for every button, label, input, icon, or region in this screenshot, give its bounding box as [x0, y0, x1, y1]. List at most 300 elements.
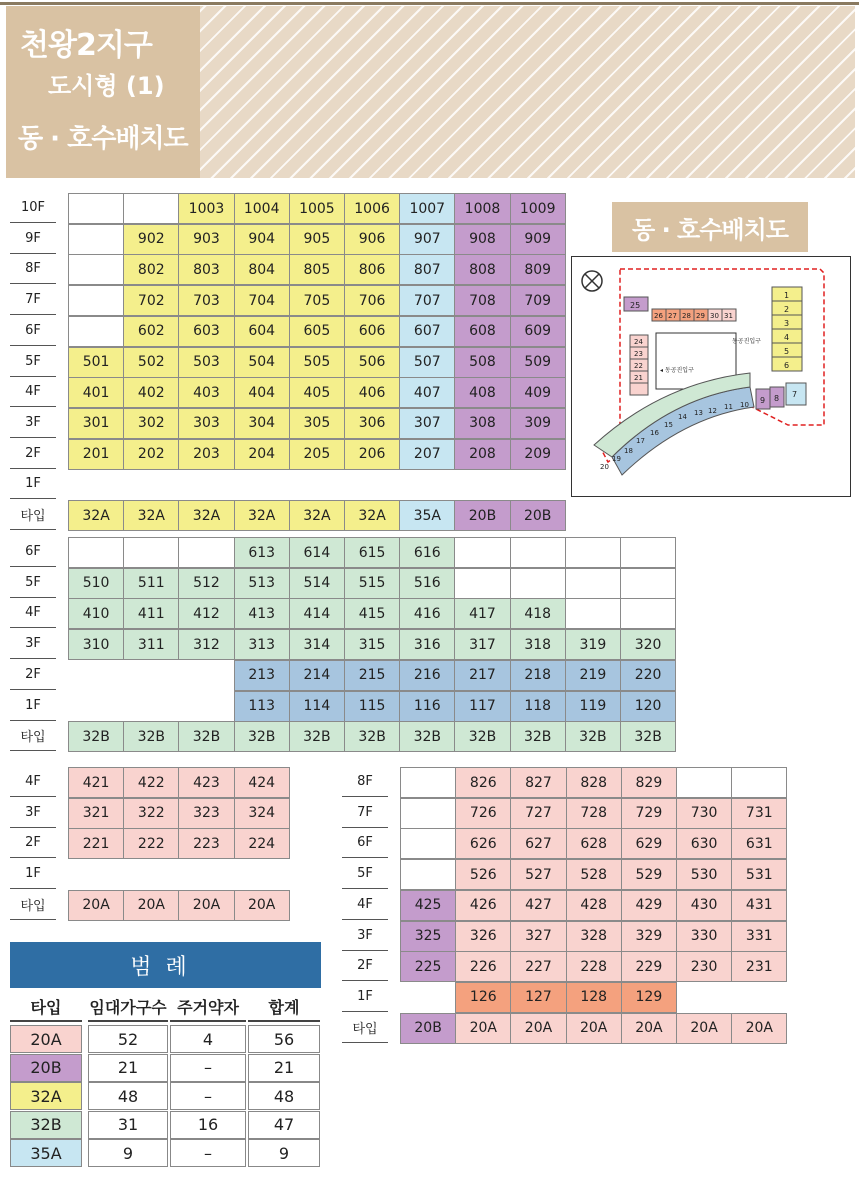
svg-text:12: 12	[708, 407, 717, 415]
type-cell: 32B	[399, 721, 455, 752]
floor-label: 7F	[10, 285, 56, 315]
unit-cell: 204	[234, 439, 290, 470]
unit-cell: 213	[234, 660, 290, 691]
unit-cell: 631	[731, 828, 787, 859]
floor-label: 10F	[10, 193, 56, 223]
unit-cell: 616	[399, 537, 455, 568]
unit-cell	[676, 767, 732, 798]
unit-cell: 322	[123, 798, 179, 829]
floor-label: 1F	[10, 469, 56, 499]
unit-cell: 207	[399, 439, 455, 470]
unit-cell: 407	[399, 377, 455, 408]
unit-cell: 702	[123, 285, 179, 316]
unit-cell: 603	[178, 316, 234, 347]
type-cell: 20B	[510, 500, 566, 531]
legend-value: 56	[248, 1025, 320, 1053]
unit-cell: 119	[565, 691, 621, 722]
unit-cell: 426	[455, 890, 511, 921]
unit-cell: 608	[454, 316, 510, 347]
unit-cell: 216	[399, 660, 455, 691]
unit-cell: 209	[510, 439, 566, 470]
page-subtitle: 도시형 (1)	[48, 72, 165, 100]
svg-text:25: 25	[630, 301, 641, 310]
unit-cell: 401	[68, 377, 124, 408]
unit-cell	[400, 798, 456, 829]
floor-label: 1F	[10, 691, 56, 721]
svg-text:16: 16	[650, 429, 659, 437]
unit-cell: 314	[289, 629, 345, 660]
svg-text:6: 6	[784, 361, 790, 370]
svg-text:15: 15	[664, 421, 673, 429]
floor-label: 3F	[10, 408, 56, 438]
floor-label: 5F	[342, 859, 388, 889]
unit-cell: 310	[68, 629, 124, 660]
svg-text:23: 23	[634, 350, 643, 358]
unit-cell: 613	[234, 537, 290, 568]
type-cell: 32B	[620, 721, 676, 752]
legend-title: 범례	[10, 942, 321, 988]
unit-cell: 206	[344, 439, 400, 470]
unit-cell: 503	[178, 347, 234, 378]
unit-cell: 215	[344, 660, 400, 691]
unit-cell: 227	[510, 951, 566, 982]
unit-cell: 326	[455, 921, 511, 952]
svg-text:8: 8	[774, 394, 780, 403]
site-plan-drawing	[572, 257, 850, 496]
legend-value: –	[170, 1082, 246, 1110]
unit-cell: 311	[123, 629, 179, 660]
floor-label: 8F	[10, 254, 56, 284]
type-cell: 32A	[289, 500, 345, 531]
unit-cell: 221	[68, 828, 124, 859]
unit-cell	[68, 316, 124, 347]
legend-value: 4	[170, 1025, 246, 1053]
unit-cell: 214	[289, 660, 345, 691]
unit-cell	[565, 568, 621, 599]
unit-cell: 405	[289, 377, 345, 408]
unit-cell: 323	[178, 798, 234, 829]
type-cell: 32A	[123, 500, 179, 531]
unit-cell: 230	[676, 951, 732, 982]
unit-cell: 117	[454, 691, 510, 722]
unit-cell: 729	[621, 798, 677, 829]
svg-text:20: 20	[600, 463, 609, 471]
legend-value: 21	[88, 1054, 168, 1082]
unit-cell: 526	[455, 859, 511, 890]
unit-cell: 231	[731, 951, 787, 982]
unit-cell: 626	[455, 828, 511, 859]
legend-value: 48	[248, 1082, 320, 1110]
type-cell: 32B	[565, 721, 621, 752]
type-cell: 32B	[178, 721, 234, 752]
unit-cell: 304	[234, 408, 290, 439]
unit-cell	[68, 537, 124, 568]
svg-text:30: 30	[710, 312, 719, 320]
unit-cell: 402	[123, 377, 179, 408]
svg-text:17: 17	[636, 437, 645, 445]
floor-label: 2F	[10, 828, 56, 858]
unit-cell: 404	[234, 377, 290, 408]
unit-cell: 418	[510, 598, 566, 629]
unit-cell: 1006	[344, 193, 400, 224]
unit-cell: 202	[123, 439, 179, 470]
floor-label: 4F	[10, 377, 56, 407]
unit-cell: 614	[289, 537, 345, 568]
unit-cell	[454, 537, 510, 568]
unit-cell: 114	[289, 691, 345, 722]
legend-value: 47	[248, 1111, 320, 1139]
unit-cell: 220	[620, 660, 676, 691]
unit-cell	[123, 193, 179, 224]
unit-cell	[400, 859, 456, 890]
svg-text:5: 5	[784, 347, 790, 356]
floor-label: 6F	[10, 316, 56, 346]
floor-label: 5F	[10, 568, 56, 598]
unit-cell: 303	[178, 408, 234, 439]
unit-cell: 807	[399, 254, 455, 285]
svg-text:26: 26	[654, 312, 663, 320]
floor-label: 6F	[342, 828, 388, 858]
unit-cell: 422	[123, 767, 179, 798]
floor-label: 4F	[342, 890, 388, 920]
unit-cell: 628	[566, 828, 622, 859]
unit-cell: 408	[454, 377, 510, 408]
unit-cell: 226	[455, 951, 511, 982]
unit-cell: 904	[234, 224, 290, 255]
unit-cell: 423	[178, 767, 234, 798]
legend-value: 48	[88, 1082, 168, 1110]
unit-cell: 528	[566, 859, 622, 890]
unit-cell: 424	[234, 767, 290, 798]
unit-cell	[68, 224, 124, 255]
unit-cell: 208	[454, 439, 510, 470]
legend-type: 20A	[10, 1025, 82, 1053]
unit-cell: 731	[731, 798, 787, 829]
floor-label: 2F	[342, 951, 388, 981]
unit-cell: 530	[676, 859, 732, 890]
top-rule	[0, 2, 859, 5]
svg-text:4: 4	[784, 333, 790, 342]
legend-type: 32B	[10, 1111, 82, 1139]
unit-cell: 328	[566, 921, 622, 952]
unit-cell: 515	[344, 568, 400, 599]
unit-cell	[510, 568, 566, 599]
legend-header: 주거약자	[170, 992, 246, 1022]
svg-text:◂ 동공진입구: ◂ 동공진입구	[660, 367, 694, 374]
unit-cell: 116	[399, 691, 455, 722]
unit-cell: 415	[344, 598, 400, 629]
unit-cell	[620, 598, 676, 629]
unit-cell: 606	[344, 316, 400, 347]
legend-value: 52	[88, 1025, 168, 1053]
unit-cell: 827	[510, 767, 566, 798]
unit-cell	[510, 537, 566, 568]
unit-cell	[178, 537, 234, 568]
unit-cell: 115	[344, 691, 400, 722]
svg-text:21: 21	[634, 374, 643, 382]
unit-cell: 826	[455, 767, 511, 798]
unit-cell: 308	[454, 408, 510, 439]
unit-cell: 908	[454, 224, 510, 255]
type-cell: 32A	[178, 500, 234, 531]
floor-label: 타입	[10, 721, 56, 751]
unit-cell	[400, 828, 456, 859]
unit-cell: 1009	[510, 193, 566, 224]
floor-label: 6F	[10, 537, 56, 567]
svg-text:2: 2	[784, 305, 790, 314]
unit-cell: 709	[510, 285, 566, 316]
unit-cell	[454, 568, 510, 599]
floor-label: 2F	[10, 660, 56, 690]
type-cell: 20A	[178, 890, 234, 921]
unit-cell: 504	[234, 347, 290, 378]
legend-header: 타입	[10, 992, 82, 1022]
unit-cell: 808	[454, 254, 510, 285]
unit-cell	[620, 537, 676, 568]
type-cell: 20B	[454, 500, 510, 531]
unit-cell: 413	[234, 598, 290, 629]
section-title: 동 · 호수배치도	[18, 124, 188, 154]
unit-cell	[565, 598, 621, 629]
unit-cell: 225	[400, 951, 456, 982]
unit-cell: 607	[399, 316, 455, 347]
unit-cell: 803	[178, 254, 234, 285]
unit-cell: 809	[510, 254, 566, 285]
unit-cell: 201	[68, 439, 124, 470]
type-cell: 32A	[344, 500, 400, 531]
unit-cell: 305	[289, 408, 345, 439]
svg-text:19: 19	[612, 455, 621, 463]
type-cell: 32B	[344, 721, 400, 752]
svg-text:7: 7	[792, 390, 798, 399]
unit-cell: 412	[178, 598, 234, 629]
unit-cell: 501	[68, 347, 124, 378]
unit-cell: 505	[289, 347, 345, 378]
unit-cell: 602	[123, 316, 179, 347]
unit-cell: 127	[510, 982, 566, 1013]
unit-cell: 529	[621, 859, 677, 890]
unit-cell	[68, 254, 124, 285]
unit-cell: 309	[510, 408, 566, 439]
floor-label: 타입	[342, 1013, 388, 1043]
legend-value: –	[170, 1139, 246, 1167]
unit-cell: 229	[621, 951, 677, 982]
unit-cell: 706	[344, 285, 400, 316]
unit-cell: 411	[123, 598, 179, 629]
legend-value: 16	[170, 1111, 246, 1139]
type-cell: 32B	[68, 721, 124, 752]
type-cell: 20A	[123, 890, 179, 921]
legend-value: 9	[248, 1139, 320, 1167]
type-cell: 20A	[621, 1013, 677, 1044]
unit-cell: 315	[344, 629, 400, 660]
unit-cell	[68, 285, 124, 316]
svg-text:29: 29	[696, 312, 705, 320]
svg-text:1: 1	[784, 291, 790, 300]
unit-cell: 317	[454, 629, 510, 660]
type-cell: 32B	[510, 721, 566, 752]
unit-cell: 406	[344, 377, 400, 408]
unit-cell: 609	[510, 316, 566, 347]
unit-cell: 325	[400, 921, 456, 952]
unit-cell: 708	[454, 285, 510, 316]
unit-cell: 726	[455, 798, 511, 829]
unit-cell: 313	[234, 629, 290, 660]
floor-label: 9F	[10, 224, 56, 254]
unit-cell	[68, 193, 124, 224]
unit-cell: 1004	[234, 193, 290, 224]
unit-cell: 804	[234, 254, 290, 285]
legend-value: 21	[248, 1054, 320, 1082]
unit-cell: 905	[289, 224, 345, 255]
floor-label: 8F	[342, 767, 388, 797]
unit-cell: 403	[178, 377, 234, 408]
unit-cell	[123, 537, 179, 568]
type-cell: 32A	[68, 500, 124, 531]
floor-label: 5F	[10, 347, 56, 377]
unit-cell: 430	[676, 890, 732, 921]
floor-label: 4F	[10, 598, 56, 628]
floor-label: 1F	[10, 859, 56, 889]
unit-cell: 324	[234, 798, 290, 829]
unit-cell: 331	[731, 921, 787, 952]
unit-cell: 409	[510, 377, 566, 408]
site-plan	[571, 256, 851, 497]
unit-cell: 903	[178, 224, 234, 255]
type-cell: 20A	[455, 1013, 511, 1044]
unit-cell: 319	[565, 629, 621, 660]
svg-text:3: 3	[784, 319, 790, 328]
unit-cell: 527	[510, 859, 566, 890]
svg-text:동공진입구: 동공진입구	[732, 338, 761, 345]
unit-cell: 330	[676, 921, 732, 952]
type-cell: 32B	[234, 721, 290, 752]
unit-cell: 320	[620, 629, 676, 660]
unit-cell: 531	[731, 859, 787, 890]
unit-cell: 316	[399, 629, 455, 660]
type-cell: 35A	[399, 500, 455, 531]
svg-text:22: 22	[634, 362, 643, 370]
type-cell: 20A	[234, 890, 290, 921]
unit-cell: 414	[289, 598, 345, 629]
unit-cell: 511	[123, 568, 179, 599]
unit-cell: 306	[344, 408, 400, 439]
unit-cell: 1005	[289, 193, 345, 224]
unit-cell: 828	[566, 767, 622, 798]
site-plan-title: 동 · 호수배치도	[612, 202, 808, 252]
unit-cell: 604	[234, 316, 290, 347]
unit-cell: 1003	[178, 193, 234, 224]
unit-cell: 615	[344, 537, 400, 568]
unit-cell: 508	[454, 347, 510, 378]
unit-cell: 906	[344, 224, 400, 255]
unit-cell	[620, 568, 676, 599]
unit-cell: 327	[510, 921, 566, 952]
unit-cell: 219	[565, 660, 621, 691]
type-cell: 20A	[68, 890, 124, 921]
unit-cell	[565, 537, 621, 568]
unit-cell: 630	[676, 828, 732, 859]
legend-value: 9	[88, 1139, 168, 1167]
page-title: 천왕2지구	[20, 28, 152, 63]
unit-cell: 218	[510, 660, 566, 691]
unit-cell: 727	[510, 798, 566, 829]
floor-label: 타입	[10, 890, 56, 920]
unit-cell: 120	[620, 691, 676, 722]
unit-cell: 312	[178, 629, 234, 660]
unit-cell: 428	[566, 890, 622, 921]
unit-cell: 605	[289, 316, 345, 347]
unit-cell: 513	[234, 568, 290, 599]
type-cell: 20A	[731, 1013, 787, 1044]
unit-cell: 410	[68, 598, 124, 629]
svg-text:27: 27	[668, 312, 677, 320]
unit-cell: 514	[289, 568, 345, 599]
floor-label: 2F	[10, 439, 56, 469]
unit-cell: 416	[399, 598, 455, 629]
unit-cell: 802	[123, 254, 179, 285]
unit-cell: 907	[399, 224, 455, 255]
legend-type: 32A	[10, 1082, 82, 1110]
unit-cell: 425	[400, 890, 456, 921]
legend-value: –	[170, 1054, 246, 1082]
unit-cell: 429	[621, 890, 677, 921]
type-cell: 32A	[234, 500, 290, 531]
unit-cell: 228	[566, 951, 622, 982]
unit-cell	[400, 767, 456, 798]
unit-cell: 421	[68, 767, 124, 798]
type-cell: 20A	[510, 1013, 566, 1044]
unit-cell: 1008	[454, 193, 510, 224]
unit-cell: 222	[123, 828, 179, 859]
svg-text:14: 14	[678, 413, 687, 421]
unit-cell: 318	[510, 629, 566, 660]
unit-cell: 301	[68, 408, 124, 439]
unit-cell: 728	[566, 798, 622, 829]
unit-cell: 217	[454, 660, 510, 691]
type-cell: 32B	[123, 721, 179, 752]
type-cell: 32B	[454, 721, 510, 752]
unit-cell: 128	[566, 982, 622, 1013]
svg-text:24: 24	[634, 338, 643, 346]
unit-cell: 118	[510, 691, 566, 722]
unit-cell: 909	[510, 224, 566, 255]
svg-text:31: 31	[724, 312, 733, 320]
unit-cell: 509	[510, 347, 566, 378]
legend-header: 합계	[248, 992, 320, 1022]
unit-cell: 516	[399, 568, 455, 599]
unit-cell: 730	[676, 798, 732, 829]
type-cell: 20A	[566, 1013, 622, 1044]
floor-label: 7F	[342, 798, 388, 828]
unit-cell: 431	[731, 890, 787, 921]
unit-cell: 205	[289, 439, 345, 470]
svg-text:28: 28	[682, 312, 691, 320]
unit-cell: 427	[510, 890, 566, 921]
floor-label: 3F	[342, 921, 388, 951]
type-cell: 32B	[289, 721, 345, 752]
unit-cell: 329	[621, 921, 677, 952]
floor-label: 타입	[10, 500, 56, 530]
svg-text:13: 13	[694, 409, 703, 417]
unit-cell: 321	[68, 798, 124, 829]
unit-cell: 510	[68, 568, 124, 599]
svg-text:11: 11	[724, 403, 733, 411]
unit-cell: 805	[289, 254, 345, 285]
unit-cell: 302	[123, 408, 179, 439]
legend-header: 임대가구수	[88, 992, 168, 1022]
legend-type: 35A	[10, 1139, 82, 1167]
